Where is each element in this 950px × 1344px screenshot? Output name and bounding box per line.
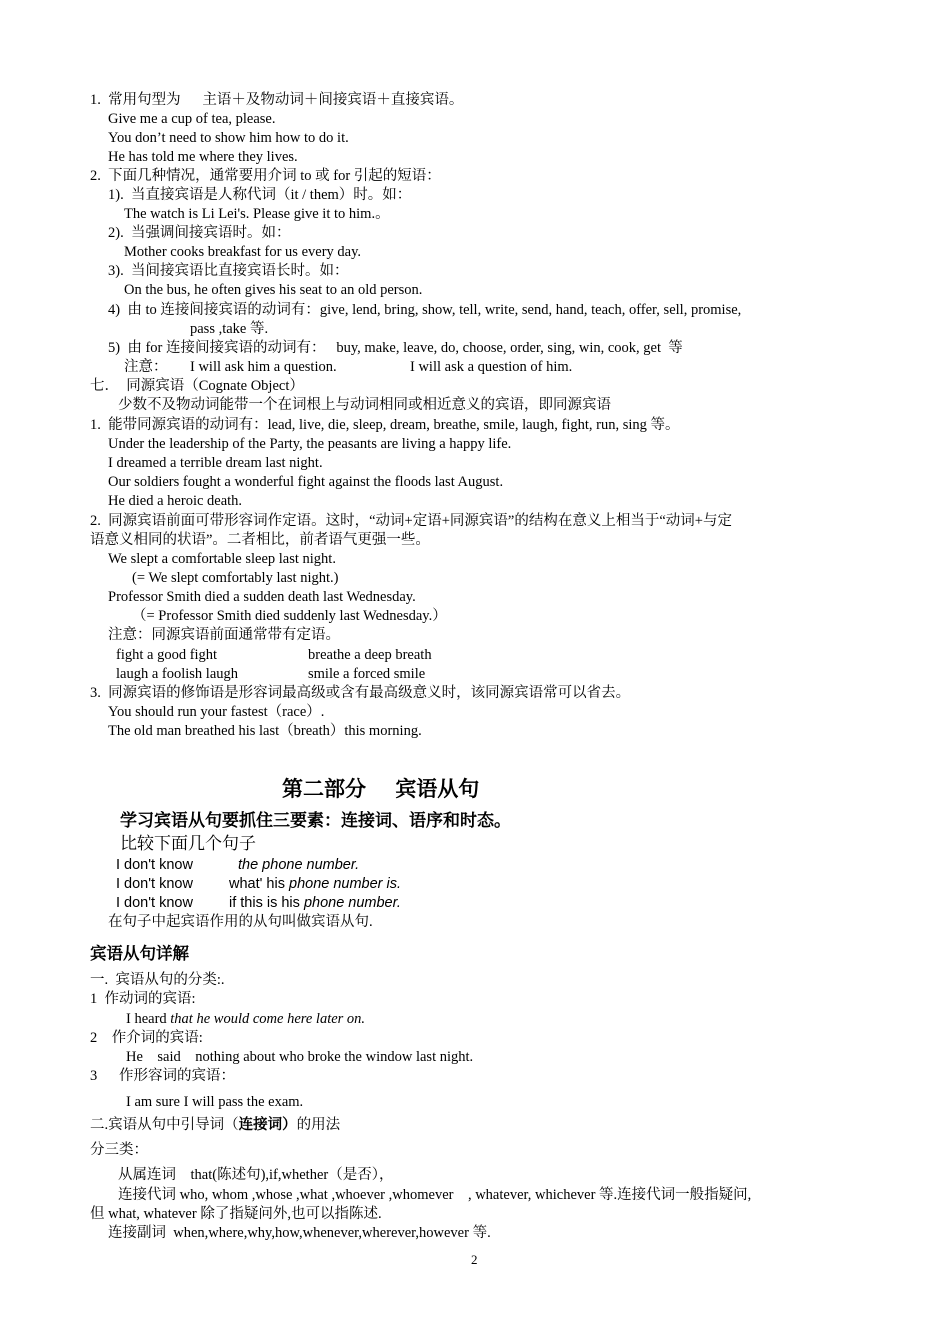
compare-row-2-lead: I don't know — [116, 876, 193, 892]
type-2-example: He said nothing about who broke the window last night. — [126, 1049, 474, 1065]
section-heading-cognate-object: 七． 同源宾语（Cognate Object） — [90, 378, 304, 394]
example-sentence: I dreamed a terrible dream last night. — [108, 455, 323, 471]
type-3-adjective-object: 3 作形容词的宾语： — [90, 1068, 235, 1084]
cognate-note: 注意：同源宾语前面通常带有定语。 — [108, 627, 340, 643]
example-sentence: I will ask him a question. — [190, 359, 337, 375]
example-sentence: I will ask a question of him. — [410, 359, 573, 375]
connector-heading-text: 二.宾语从句中引导词（ — [90, 1117, 239, 1133]
example-paraphrase: (= We slept comfortably last night.) — [132, 570, 339, 586]
example-sentence: Under the leadership of the Party, the peasants are living a happy life. — [108, 436, 512, 452]
object-clause-definition: 在句子中起宾语作用的从句叫做宾语从句. — [108, 914, 373, 930]
phrase-example: laugh a foolish laugh — [116, 666, 239, 682]
phrase-example: smile a forced smile — [308, 666, 426, 682]
example-paraphrase: （= Professor Smith died suddenly last Wednesday.） — [132, 608, 447, 624]
compare-row-2-object — [229, 875, 401, 894]
connector-heading-bold: 连接词） — [238, 1117, 297, 1133]
example-sentence: We slept a comfortable sleep last night. — [108, 551, 336, 567]
example-sentence: He has told me where they lives. — [108, 149, 298, 165]
compare-row-1-lead: I don't know — [116, 857, 193, 873]
case-4-to-verbs-continued: pass ,take 等. — [190, 321, 269, 337]
cognate-point-2: 2. 同源宾语前面可带形容词作定语。这时，“动词+定语+同源宾语”的结构在意义上相当于“动词+与定 — [90, 513, 732, 529]
case-4-to-verbs: 4) 由 to 连接间接宾语的动词有：give, lend, bring, show, tell, write, send, hand, teach, offer, sell, promise, — [108, 302, 742, 318]
part-title: 第二部分 宾语从句 — [282, 777, 480, 801]
case-5-for-verbs: 5) 由 for 连接间接宾语的动词有： buy, make, leave, do, choose, order, sing, win, cook, get 等 — [108, 340, 683, 356]
compare-row-3-object — [229, 894, 401, 913]
item-2-prepositional-cases: 2. 下面几种情况，通常要用介词 to 或 for 引起的短语： — [90, 168, 441, 184]
example-sentence: He died a heroic death. — [108, 493, 243, 509]
compare-heading: 比较下面几个句子 — [120, 834, 256, 853]
example-sentence: Our soldiers fought a wonderful fight against the floods last August. — [108, 474, 504, 490]
example-sentence: You don’t need to show him how to do it. — [108, 130, 349, 146]
example-sentence: The watch is Li Lei's. Please give it to him.。 — [124, 206, 390, 222]
note-label: 注意： — [124, 359, 168, 375]
three-categories: 分三类： — [90, 1142, 148, 1158]
case-1-pronoun-object: 1). 当直接宾语是人称代词（it / them）时。如： — [108, 187, 412, 203]
connector-heading-tail: 的用法 — [296, 1117, 341, 1133]
cognate-intro: 少数不及物动词能带一个在词根上与动词相同或相近意义的宾语，即同源宾语 — [118, 397, 611, 413]
type-1-verb-object: 1 作动词的宾语: — [90, 991, 196, 1007]
example-sentence: You should run your fastest（race）. — [108, 704, 325, 720]
compare-row-3-lead: I don't know — [116, 895, 193, 911]
subordinating-conjunctions: 从属连词 that(陈述句),if,whether（是否）， — [118, 1167, 394, 1183]
detail-heading: 宾语从句详解 — [90, 944, 189, 963]
case-3-longer-object: 3). 当间接宾语比直接宾语长时。如： — [108, 263, 349, 279]
example-sentence: Mother cooks breakfast for us every day. — [124, 244, 362, 260]
item-1-common-pattern: 1. 常用句型为 主语＋及物动词＋间接宾语＋直接宾语。 — [90, 92, 464, 108]
classification-heading: 一. 宾语从句的分类:. — [90, 972, 225, 988]
cognate-point-1: 1. 能带同源宾语的动词有：lead, live, die, sleep, dream, breathe, smile, laugh, fight, run, sing 等。 — [90, 417, 680, 433]
example-sentence: The old man breathed his last（breath）this morning. — [108, 723, 422, 739]
example-sentence: On the bus, he often gives his seat to an old person. — [124, 282, 423, 298]
page-number: 2 — [471, 1252, 478, 1267]
compare-row-3-text: if this is his — [229, 895, 304, 911]
compare-row-2-text: what' his — [229, 876, 289, 892]
connective-adverbs: 连接副词 when,where,why,how,whenever,wherever,however 等. — [108, 1225, 491, 1241]
part-subtitle: 学习宾语从句要抓住三要素：连接词、语序和时态。 — [120, 811, 511, 831]
phrase-example: fight a good fight — [116, 647, 218, 663]
cognate-point-2-continued: 语意义相同的状语”。二者相比，前者语气更强一些。 — [90, 532, 430, 548]
connective-pronouns: 连接代词 who, whom ,whose ,what ,whoever ,whomever , whatever, whichever 等.连接代词一般指疑问, — [118, 1187, 752, 1203]
compare-row-3-italic: phone number. — [303, 895, 401, 911]
type-1-example-clause: that he would come here later on. — [170, 1011, 366, 1027]
phrase-example: breathe a deep breath — [308, 647, 432, 663]
connector-usage-heading — [90, 1116, 340, 1135]
type-1-example — [126, 1010, 365, 1029]
connective-pronouns-continued: 但 what, whatever 除了指疑问外,也可以指陈述. — [90, 1206, 382, 1222]
cognate-point-3: 3. 同源宾语的修饰语是形容词最高级或含有最高级意义时，该同源宾语常可以省去。 — [90, 685, 631, 701]
compare-row-1-object: the phone number. — [238, 857, 360, 873]
example-sentence: Give me a cup of tea, please. — [108, 111, 276, 127]
type-3-example: I am sure I will pass the exam. — [126, 1094, 304, 1110]
type-2-preposition-object: 2 作介词的宾语: — [90, 1030, 203, 1046]
type-1-example-text: I heard — [126, 1011, 171, 1027]
compare-row-2-italic: phone number is. — [289, 876, 402, 892]
example-sentence: Professor Smith died a sudden death last Wednesday. — [108, 589, 416, 605]
case-2-emphasis: 2). 当强调间接宾语时。如： — [108, 225, 291, 241]
